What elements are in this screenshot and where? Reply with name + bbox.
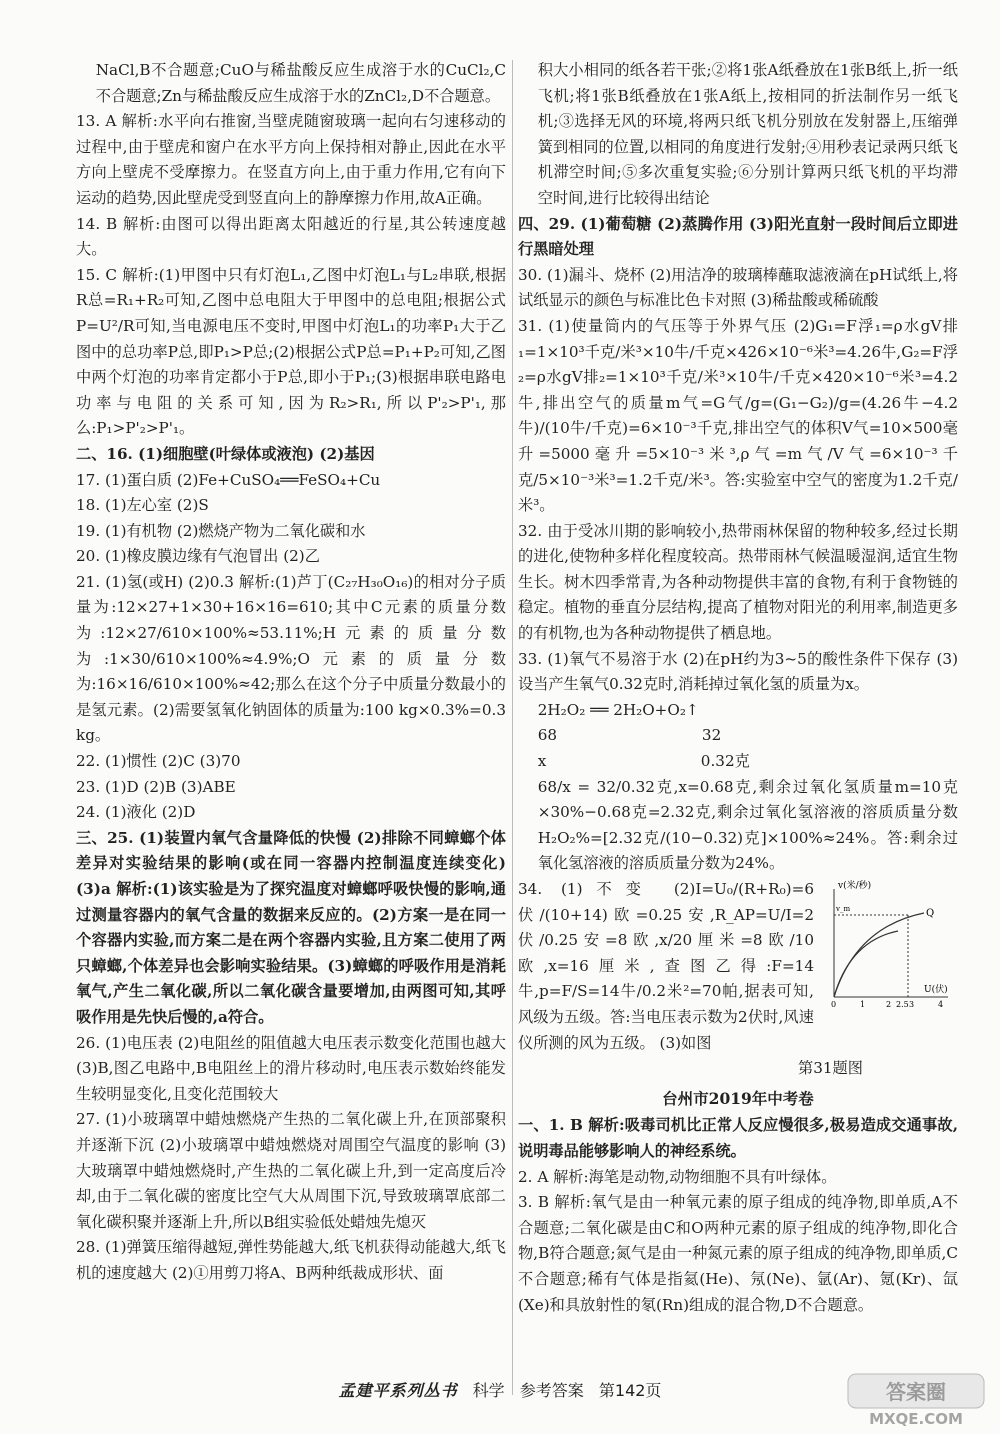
answer-34-text: 34. (1)不变 (2)I=U₀/(R+R₀)=6伏/(10+14)欧=0.25安,R_AP=U/I=2伏/0.25安=8欧,x/20厘米=8欧/10欧,x=16厘米,查图乙得:F=14牛,p=F/S=14牛/0.2米²=70帕,据表可知,风级为五级。答:当电压表示数为2伏时,风速仪所测的风为五级。 (3)如图 (518, 880, 814, 1052)
column-divider (512, 60, 513, 1395)
answer-22: 22. (1)惯性 (2)C (3)70 (76, 752, 241, 771)
answer-24: 24. (1)液化 (2)D (76, 803, 196, 822)
answer-21: 21. (1)氢(或H) (2)0.3 解析:(1)芦丁(C₂₇H₃₀O₁₆)的相对分子质量为:12×27+1×30+16×16=610;其中C元素的质量分数为:12×27/610×100%≈53.11%;H元素的质量分数为:1×30/610×100%≈4.9%;O元素的质量分数为:16×16/610×100%≈42;那么在这个分子中质量分数最小的是氢元素。(2)需要氢氧化钠固体的质量为:100 kg×0.3%=0.3 kg。 (76, 572, 506, 745)
tick-2-5: 2.5 (896, 1000, 909, 1009)
answer-23: 23. (1)D (2)B (3)ABE (76, 777, 236, 796)
answer-28-cont: 积大小相同的纸各若干张;②将1张A纸叠放在1张B纸上,折一纸飞机;将1张B纸叠放在1张A纸上,按相同的折法制作另一纸飞机;③选择无风的环境,将两只纸飞机分别放在发射器上,压缩弹簧到相同的位置,以相同的角度进行发射;④用秒表记录两只纸飞机滞空时间;⑤多次重复实验;⑥分别计算两只纸飞机的平均滞空时间,进行比较得出结论 (537, 61, 958, 207)
answer-17: 17. (1)蛋白质 (2)Fe+CuSO₄══FeSO₄+Cu (76, 470, 381, 489)
answer-32: 32. 由于受冰川期的影响较小,热带雨林保留的物种较多,经过长期的进化,使物种多样化程度较高。热带雨林气候温暖湿润,适宜生物生长。树木四季常青,为各种动物提供丰富的食物,有利于食物链的稳定。植物的垂直分层结构,提高了植物对阳光的利用率,制造更多的有机物,也为各种动物提供了栖息地。 (518, 521, 958, 643)
answer-27: 27. (1)小玻璃罩中蜡烛燃烧产生热的二氧化碳上升,在顶部聚积并逐渐下沉 (2)小玻璃罩中蜡烛燃烧对周围空气温度的影响 (3)大玻璃罩中蜡烛燃烧时,产生热的二氧化碳上升,到一定高度后冷却,由于二氧化碳的密度比空气大从周围下沉,导致玻璃罩底部二氧化碳积聚并逐渐上升,所以B组实验低处蜡烛先熄灭 (76, 1110, 506, 1231)
tick-0: 0 (831, 1000, 837, 1009)
y-axis-label: v(米/秒) (838, 881, 872, 891)
section-heading: 台州市2019年中考卷 (662, 1088, 814, 1108)
left-column (76, 58, 506, 1287)
answer-25: 三、25. (1)装置内氧气含量降低的快慢 (2)排除不同蟑螂个体差异对实验结果的影响(或在同一容器内控制温度连续变化) (3)a 解析:(1)该实验是为了探究温度对蟑螂呼吸快慢的影响,通过测量容器内的氧气含量的数据来反应的。(2)方案一是在同一个容器内实验,而方案二是在两个容器内实验,且方案二使用了两只蟑螂,个体差异也会影响实验结果。(3)蟑螂的呼吸作用是消耗氧气,产生二氧化碳,所以二氧化碳含量要增加,由两图可知,其呼吸作用是先快后慢的,a符合。 (76, 828, 506, 1026)
figure-31-graph (820, 879, 958, 1014)
watermark-logo-text: 答案圈 (886, 1380, 946, 1404)
vm-label: v_m (836, 905, 851, 913)
answer-20: 20. (1)橡皮膜边缘有气泡冒出 (2)乙 (76, 547, 320, 566)
answer-29: 四、29. (1)葡萄糖 (2)蒸腾作用 (3)阳光直射一段时间后立即进行黑暗处理 (518, 214, 958, 259)
figure-caption: 第31题图 (798, 1059, 863, 1078)
tick-4: 4 (938, 1000, 944, 1009)
right-column (518, 58, 958, 1318)
x-axis-label: U(伏) (924, 985, 948, 995)
watermark-url: MXQE.COM (869, 1410, 963, 1428)
ratio-line-1: 68 32 (537, 726, 722, 745)
taizhou-answer-1: 一、1. B 解析:吸毒司机比正常人反应慢很多,极易造成交通事故,说明毒品能够影响人的神经系统。 (518, 1116, 958, 1160)
answer-28: 28. (1)弹簧压缩得越短,弹性势能越大,纸飞机获得动能越大,纸飞机的速度越大 (2)①用剪刀将A、B两种纸裁成形状、面 (76, 1238, 506, 1282)
tick-2: 2 (886, 1000, 892, 1009)
footer-page: 第142页 (598, 1381, 662, 1400)
answer-19: 19. (1)有机物 (2)燃烧产物为二氧化碳和水 (76, 521, 366, 540)
curve-upper (834, 913, 924, 997)
footer-subject: 科学 (472, 1381, 505, 1400)
curve-lower (834, 931, 898, 997)
answer-14: 14. B 解析:由图可以得出距离太阳越近的行星,其公转速度越大。 (76, 214, 506, 259)
equation-line: 2H₂O₂ ══ 2H₂O+O₂↑ (537, 700, 699, 719)
answer-15: 15. C 解析:(1)甲图中只有灯泡L₁,乙图中灯泡L₁与L₂串联,根据R总=R₁+R₂可知,乙图中总电阻大于甲图中的总电阻;根据公式P=U²/R可知,当电源电压不变时,甲图中灯泡L₁的功率P₁大于乙图中的总功率P总,即P₁>P总;(2)根据公式P总=P₁+P₂可知,乙图中两个灯泡的功率肯定都小于P总,即小于P₁;(3)根据串联电路电功率与电阻的关系可知,因为R₂>R₁,所以P'₂>P'₁,那么:P₁>P'₂>P'₁。 (76, 265, 506, 438)
taizhou-answer-2: 2. A 解析:海笔是动物,动物细胞不具有叶绿体。 (518, 1167, 837, 1186)
answer-33-calc: 68/x = 32/0.32克,x=0.68克,剩余过氧化氢质量m=10克×30%−0.68克=2.32克,剩余过氧化氢溶液的溶质质量分数H₂O₂%=[2.32克/(10−0.32)克]×100%≈24%。答:剩余过氧化氢溶液的溶质质量分数为24%。 (537, 777, 958, 873)
answer-26: 26. (1)电压表 (2)电阻丝的阻值越大电压表示数变化范围也越大 (3)B,图乙电路中,B电阻丝上的滑片移动时,电压表示数始终能发生较明显变化,且变化范围较大 (76, 1033, 506, 1103)
footer-series: 孟建平系列丛书 (338, 1381, 458, 1400)
answer-16: 二、16. (1)细胞壁(叶绿体或液泡) (2)基因 (76, 444, 375, 463)
answer-31: 31. (1)使量筒内的气压等于外界气压 (2)G₁=F浮₁=ρ水gV排₁=1×10³千克/米³×10牛/千克×426×10⁻⁶米³=4.26牛,G₂=F浮₂=ρ水gV排₂=1×10³千克/米³×10牛/千克×420×10⁻⁶米³=4.2牛,排出空气的质量m气=G气/g=(G₁−G₂)/g=(4.26牛−4.2牛)/(10牛/千克)=6×10⁻³千克,排出空气的体积V气=10×500毫升=5000毫升=5×10⁻³米³,ρ气=m气/V气=6×10⁻³千克/5×10⁻³米³=1.2千克/米³。答:实验室中空气的密度为1.2千克/米³。 (518, 316, 958, 515)
answer-18: 18. (1)左心室 (2)S (76, 496, 209, 515)
curve-label: Q (926, 908, 935, 919)
answer-12-cont: NaCl,B不合题意;CuO与稀盐酸反应生成溶于水的CuCl₂,C不合题意;Zn与稀盐酸反应生成溶于水的ZnCl₂,D不合题意。 (95, 61, 506, 105)
answer-13: 13. A 解析:水平向右推窗,当壁虎随窗玻璃一起向右匀速移动的过程中,由于壁虎和窗户在水平方向上保持相对静止,因此在水平方向上壁虎不受摩擦力。在竖直方向上,由于重力作用,它有向下运动的趋势,因此壁虎受到竖直向上的静摩擦力作用,故A正确。 (76, 112, 506, 207)
answer-33: 33. (1)氧气不易溶于水 (2)在pH约为3~5的酸性条件下保存 (3)设当产生氧气0.32克时,消耗掉过氧化氢的质量为x。 (518, 649, 958, 694)
tick-3: 3 (909, 1000, 915, 1009)
ratio-line-2: x 0.32克 (537, 752, 750, 771)
tick-1: 1 (860, 1000, 866, 1009)
watermark-logo (846, 1372, 986, 1428)
taizhou-answer-3: 3. B 解析:氧气是由一种氧元素的原子组成的纯净物,即单质,A不合题意;二氧化碳是由C和O两种元素的原子组成的纯净物,即化合物,B符合题意;氮气是由一种氮元素的原子组成的纯净物,即单质,C不合题意;稀有气体是指氦(He)、氖(Ne)、氩(Ar)、氪(Kr)、氙(Xe)和具放射性的氡(Rn)组成的混合物,D不合题意。 (518, 1193, 958, 1314)
footer-type: 参考答案 (519, 1381, 584, 1400)
answer-30: 30. (1)漏斗、烧杯 (2)用洁净的玻璃棒蘸取滤液滴在pH试纸上,将试纸显示的颜色与标准比色卡对照 (3)稀盐酸或稀硫酸 (518, 265, 958, 310)
